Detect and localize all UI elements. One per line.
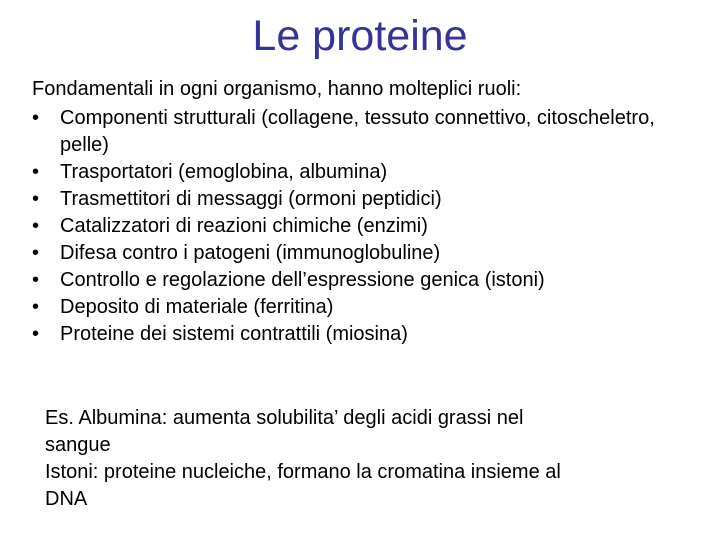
list-item bbox=[32, 186, 660, 213]
list-item bbox=[32, 213, 660, 240]
example-notes bbox=[45, 405, 565, 513]
intro-text: Fondamentali in ogni organismo, hanno molteplici ruoli: bbox=[32, 78, 522, 100]
bullet-icon: • bbox=[32, 215, 40, 237]
list-item bbox=[32, 321, 660, 348]
list-item-text: Difesa contro i patogeni (immunoglobuline) bbox=[60, 242, 441, 264]
slide-title: Le proteine bbox=[252, 12, 468, 60]
roles-list bbox=[32, 105, 660, 348]
bullet-icon: • bbox=[32, 161, 40, 183]
bullet-icon: • bbox=[32, 323, 40, 345]
list-item-text: Trasportatori (emoglobina, albumina) bbox=[60, 161, 388, 183]
bullet-icon: • bbox=[32, 242, 40, 264]
list-item-text: Trasmettitori di messaggi (ormoni peptidici) bbox=[60, 188, 442, 210]
list-item-text: Controllo e regolazione dell’espressione genica (istoni) bbox=[60, 269, 545, 291]
list-item-text: Proteine dei sistemi contrattili (miosina) bbox=[60, 323, 408, 345]
note-albumin: Es. Albumina: aumenta solubilita’ degli acidi grassi nel sangue bbox=[45, 407, 524, 456]
list-item bbox=[32, 267, 660, 294]
list-item bbox=[32, 159, 660, 186]
list-item bbox=[32, 294, 660, 321]
bullet-icon: • bbox=[32, 188, 40, 210]
list-item-text: Catalizzatori di reazioni chimiche (enzimi) bbox=[60, 215, 428, 237]
list-item-text: Componenti strutturali (collagene, tessuto connettivo, citoscheletro, pelle) bbox=[60, 107, 655, 156]
bullet-icon: • bbox=[32, 107, 40, 129]
list-item bbox=[32, 105, 660, 159]
list-item-text: Deposito di materiale (ferritina) bbox=[60, 296, 334, 318]
list-item bbox=[32, 240, 660, 267]
bullet-icon: • bbox=[32, 269, 40, 291]
note-histones: Istoni: proteine nucleiche, formano la cromatina insieme al DNA bbox=[45, 461, 561, 510]
bullet-icon: • bbox=[32, 296, 40, 318]
